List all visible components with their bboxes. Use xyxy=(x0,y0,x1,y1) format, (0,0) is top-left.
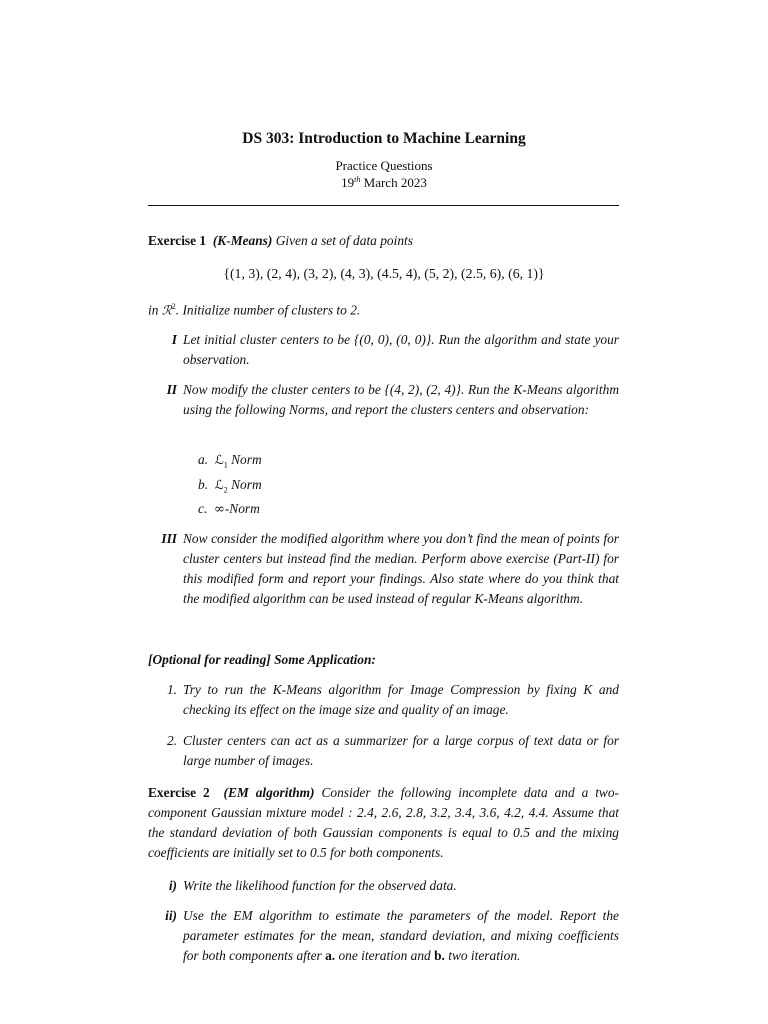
part-I-text: Let initial cluster centers to be {(0, 0), (0, 0)}. Run the algorithm and state your observation. xyxy=(183,332,619,367)
space-post: . Initialize number of clusters to 2. xyxy=(175,302,361,318)
exercise-1-topic: (K-Means) xyxy=(212,233,273,248)
document-subtitle: Practice Questions xyxy=(335,158,433,173)
norm-item-inf xyxy=(198,499,260,520)
exercise-2-topic: (EM algorithm) xyxy=(223,785,315,800)
exercise-1-intro xyxy=(148,231,619,251)
date-suffix: th xyxy=(354,175,361,184)
optional-item-2-text: Cluster centers can act as a summarizer for a large corpus of text data or for large number of images. xyxy=(183,733,619,768)
optional-item-1-label: 1. xyxy=(166,682,177,697)
norm-symbol: ℒ xyxy=(214,477,224,492)
part-ii-text-a: Use the EM algorithm to estimate the parameters of the model. Report the parameter estimates for the mean, standard deviation, and mixing coefficients for both components after xyxy=(183,908,619,963)
norm-label: c. xyxy=(198,501,208,516)
document-title: DS 303: Introduction to Machine Learning xyxy=(242,130,526,147)
norm-label: a. xyxy=(198,452,209,467)
part-I-label: I xyxy=(171,332,177,347)
document-date xyxy=(0,175,768,191)
exercise-2-label: Exercise 2 xyxy=(148,785,210,800)
part-ii-marker-a: a. xyxy=(325,948,336,963)
header-divider xyxy=(148,205,619,206)
part-ii-label: ii) xyxy=(165,908,177,923)
norm-name: Norm xyxy=(227,477,262,492)
space-exponent: 2 xyxy=(171,302,176,311)
part-II-label: II xyxy=(166,382,177,397)
part-ii-text xyxy=(183,906,619,966)
norm-symbol: ∞ xyxy=(214,502,225,517)
norm-subscript: 1 xyxy=(223,460,228,470)
norm-item-l1 xyxy=(198,450,262,476)
norm-subscript: 2 xyxy=(223,485,228,495)
optional-heading: [Optional for reading] Some Application: xyxy=(148,652,376,667)
part-III-label: III xyxy=(161,531,177,546)
exercise-1-space-line xyxy=(148,297,619,320)
norm-symbol: ℒ xyxy=(214,452,224,467)
exercise-1-label: Exercise 1 xyxy=(148,233,207,248)
norm-label: b. xyxy=(198,477,209,492)
part-ii-marker-b: b. xyxy=(434,948,445,963)
exercise-1-data-points: {(1, 3), (2, 4), (3, 2), (4, 3), (4.5, 4), (5, 2), (2.5, 6), (6, 1)} xyxy=(223,266,545,281)
norm-name: -Norm xyxy=(224,501,260,516)
exercise-1-intro-text: Given a set of data points xyxy=(272,233,413,248)
space-symbol: ℛ xyxy=(161,302,172,318)
optional-item-2-label: 2. xyxy=(166,733,177,748)
norm-item-l2 xyxy=(198,475,262,501)
part-ii-text-mid: one iteration and xyxy=(335,948,435,963)
date-rest: March 2023 xyxy=(360,175,427,190)
exercise-2-intro-text: Consider the following incomplete data and a two-component Gaussian mixture model : 2.4, 2.6, 2.8, 3.2, 3.4, 3.6, 4.2, 4.4. Assume that the standard deviation of both Gaussian components is equal to 0.5 and the mixing coefficients are initially set to 0.5 for both components. xyxy=(148,785,619,860)
space-pre: in xyxy=(148,302,162,318)
part-II-text: Now modify the cluster centers to be {(4, 2), (2, 4)}. Run the K-Means algorithm using the following Norms, and report the clusters centers and observation: xyxy=(183,382,619,417)
part-i-label: i) xyxy=(168,878,177,893)
norm-name: Norm xyxy=(227,452,262,467)
exercise-2-intro xyxy=(148,783,619,863)
part-III-text: Now consider the modified algorithm where you don’t find the mean of points for cluster centers but instead find the median. Perform above exercise (Part-II) for this modified form and report your findings. Also state where do you think that the modified algorithm can be used instead of regular K-Means algorithm. xyxy=(183,531,619,606)
part-i-text: Write the likelihood function for the observed data. xyxy=(183,878,457,893)
date-day: 19 xyxy=(341,175,355,190)
part-ii-text-end: two iteration. xyxy=(444,948,521,963)
optional-item-1-text: Try to run the K-Means algorithm for Image Compression by fixing K and checking its effect on the image size and quality of an image. xyxy=(183,682,619,717)
